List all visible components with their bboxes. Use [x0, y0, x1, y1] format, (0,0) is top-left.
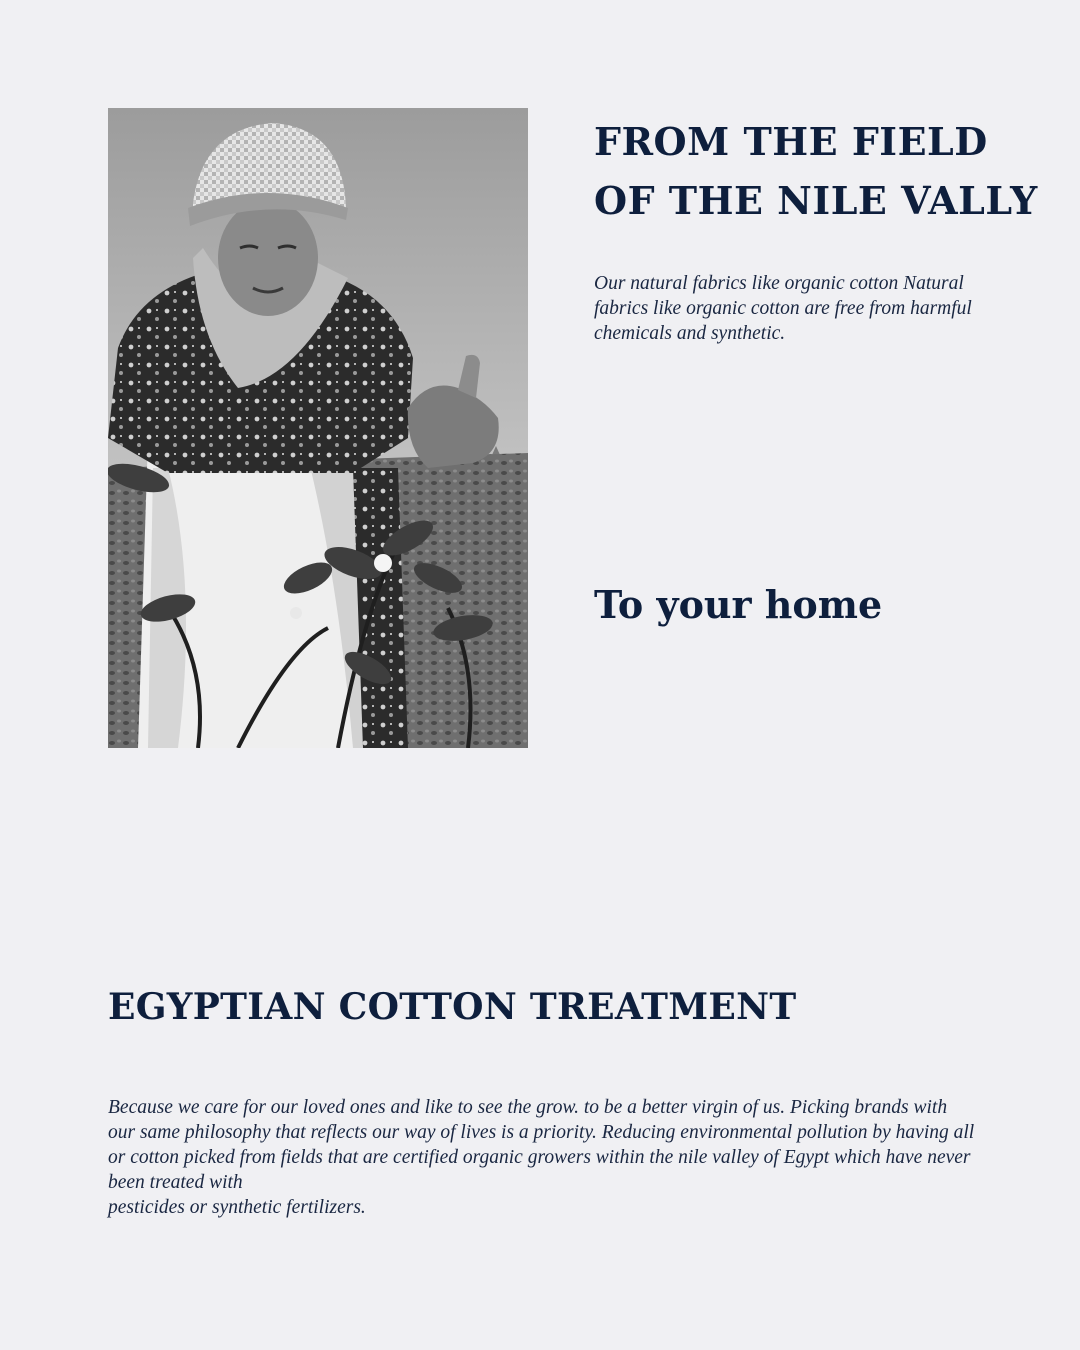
field-heading-line-2: OF THE NILE VALLY — [594, 178, 1038, 223]
paragraph-end: pesticides or synthetic fertilizers. — [108, 1197, 366, 1218]
cotton-treatment-paragraph — [108, 1095, 978, 1220]
paragraph-main: Because we care for our loved ones and like to see the grow. to be a better virgin of us. Picking brands with our same philosophy that reflects our way of lives is a priority. Reducing environmental pollution by having all or cotton picked from fields that are certified organic growers within the nile valley of Egypt which have never been treated with — [108, 1097, 975, 1193]
egyptian-cotton-heading: EGYPTIAN COTTON TREATMENT — [108, 986, 797, 1028]
cotton-picker-photo — [108, 108, 528, 748]
field-heading — [594, 112, 1038, 230]
field-heading-line-1: FROM THE FIELD — [594, 119, 988, 164]
fabric-intro-text: Our natural fabrics like organic cotton Natural fabrics like organic cotton are free from harmful chemicals and synthetic. — [594, 273, 972, 344]
cotton-picker-illustration — [108, 108, 528, 748]
to-your-home-heading: To your home — [594, 582, 883, 627]
